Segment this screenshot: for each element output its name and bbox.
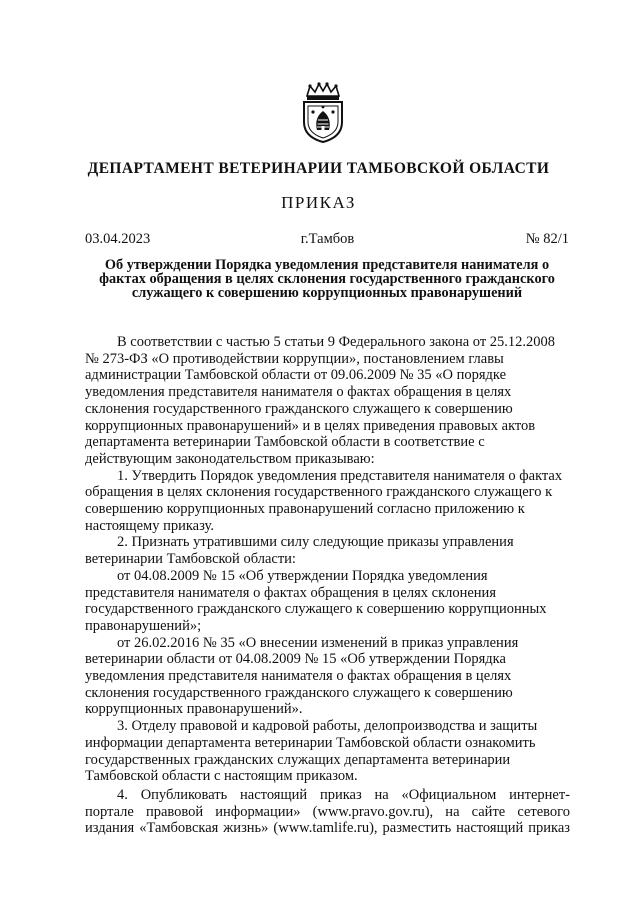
clause-4-paragraph: 4. Опубликовать настоящий приказ на «Официальном интернет- портале правовой информации» (www.pravo.gov.ru), на сайте сетевого издания «Тамбовская жизнь» (www.tamlife.ru), разместить настоящий приказ — [85, 786, 570, 837]
order-title — [82, 258, 572, 300]
order-number: № 82/1 — [525, 231, 569, 247]
repealed-order-1-paragraph: от 04.08.2009 № 15 «Об утверждении Порядка уведомления представителя нанимателя о фактах обращения в целях склонения государственного гражданского служащего к совершению коррупционных правонарушений»; — [85, 567, 547, 634]
order-city: г.Тамбов — [300, 231, 355, 247]
coat-of-arms-icon — [298, 82, 348, 144]
order-date: 03.04.2023 — [85, 231, 151, 247]
preamble-paragraph: В соответствии с частью 5 статьи 9 Федерального закона от 25.12.2008 № 273-ФЗ «О противодействии коррупции», постановлением главы администрации Тамбовской области от 09.06.2009 № 35 «О порядке уведомления представителя нанимателя о фактах обращения в целях склонения государственного гражданского служащего к совершению коррупционных правонарушений» и в целях приведения правовых актов департамента ветеринарии Тамбовской области в соответствие с действующим законодательством приказываю: — [85, 334, 556, 467]
repealed-order-2-paragraph: от 26.02.2016 № 35 «О внесении изменений в приказ управления ветеринарии области от 04.08.2009 № 15 «Об утверждении Порядка уведомления представителя нанимателя о фактах обращения в целях склонения государственного гражданского служащего к совершению коррупционных правонарушений». — [85, 634, 519, 718]
department-name: ДЕПАРТАМЕНТ ВЕТЕРИНАРИИ ТАМБОВСКОЙ ОБЛАСТИ — [87, 160, 550, 177]
clause-2-paragraph: 2. Признать утратившими силу следующие приказы управления ветеринарии Тамбовской области: — [85, 534, 514, 568]
order-body — [85, 334, 570, 837]
clause-1-paragraph: 1. Утвердить Порядок уведомления представителя нанимателя о фактах обращения в целях склонения государственного гражданского служащего к совершению коррупционных правонарушений согласно приложению к настоящему приказу. — [85, 467, 563, 534]
clause-3-paragraph: 3. Отделу правовой и кадровой работы, делопроизводства и защиты информации департамента ветеринарии Тамбовской области ознакомить государственных гражданских служащих департамента ветеринарии Тамбовской области с настоящим приказом. — [85, 718, 538, 785]
order-title-text: Об утверждении Порядка уведомления представителя нанимателя о фактах обращения в целях склонения государственного гражданского служащего к совершению коррупционных правонарушений — [99, 257, 555, 301]
document-type: ПРИКАЗ — [281, 193, 356, 212]
